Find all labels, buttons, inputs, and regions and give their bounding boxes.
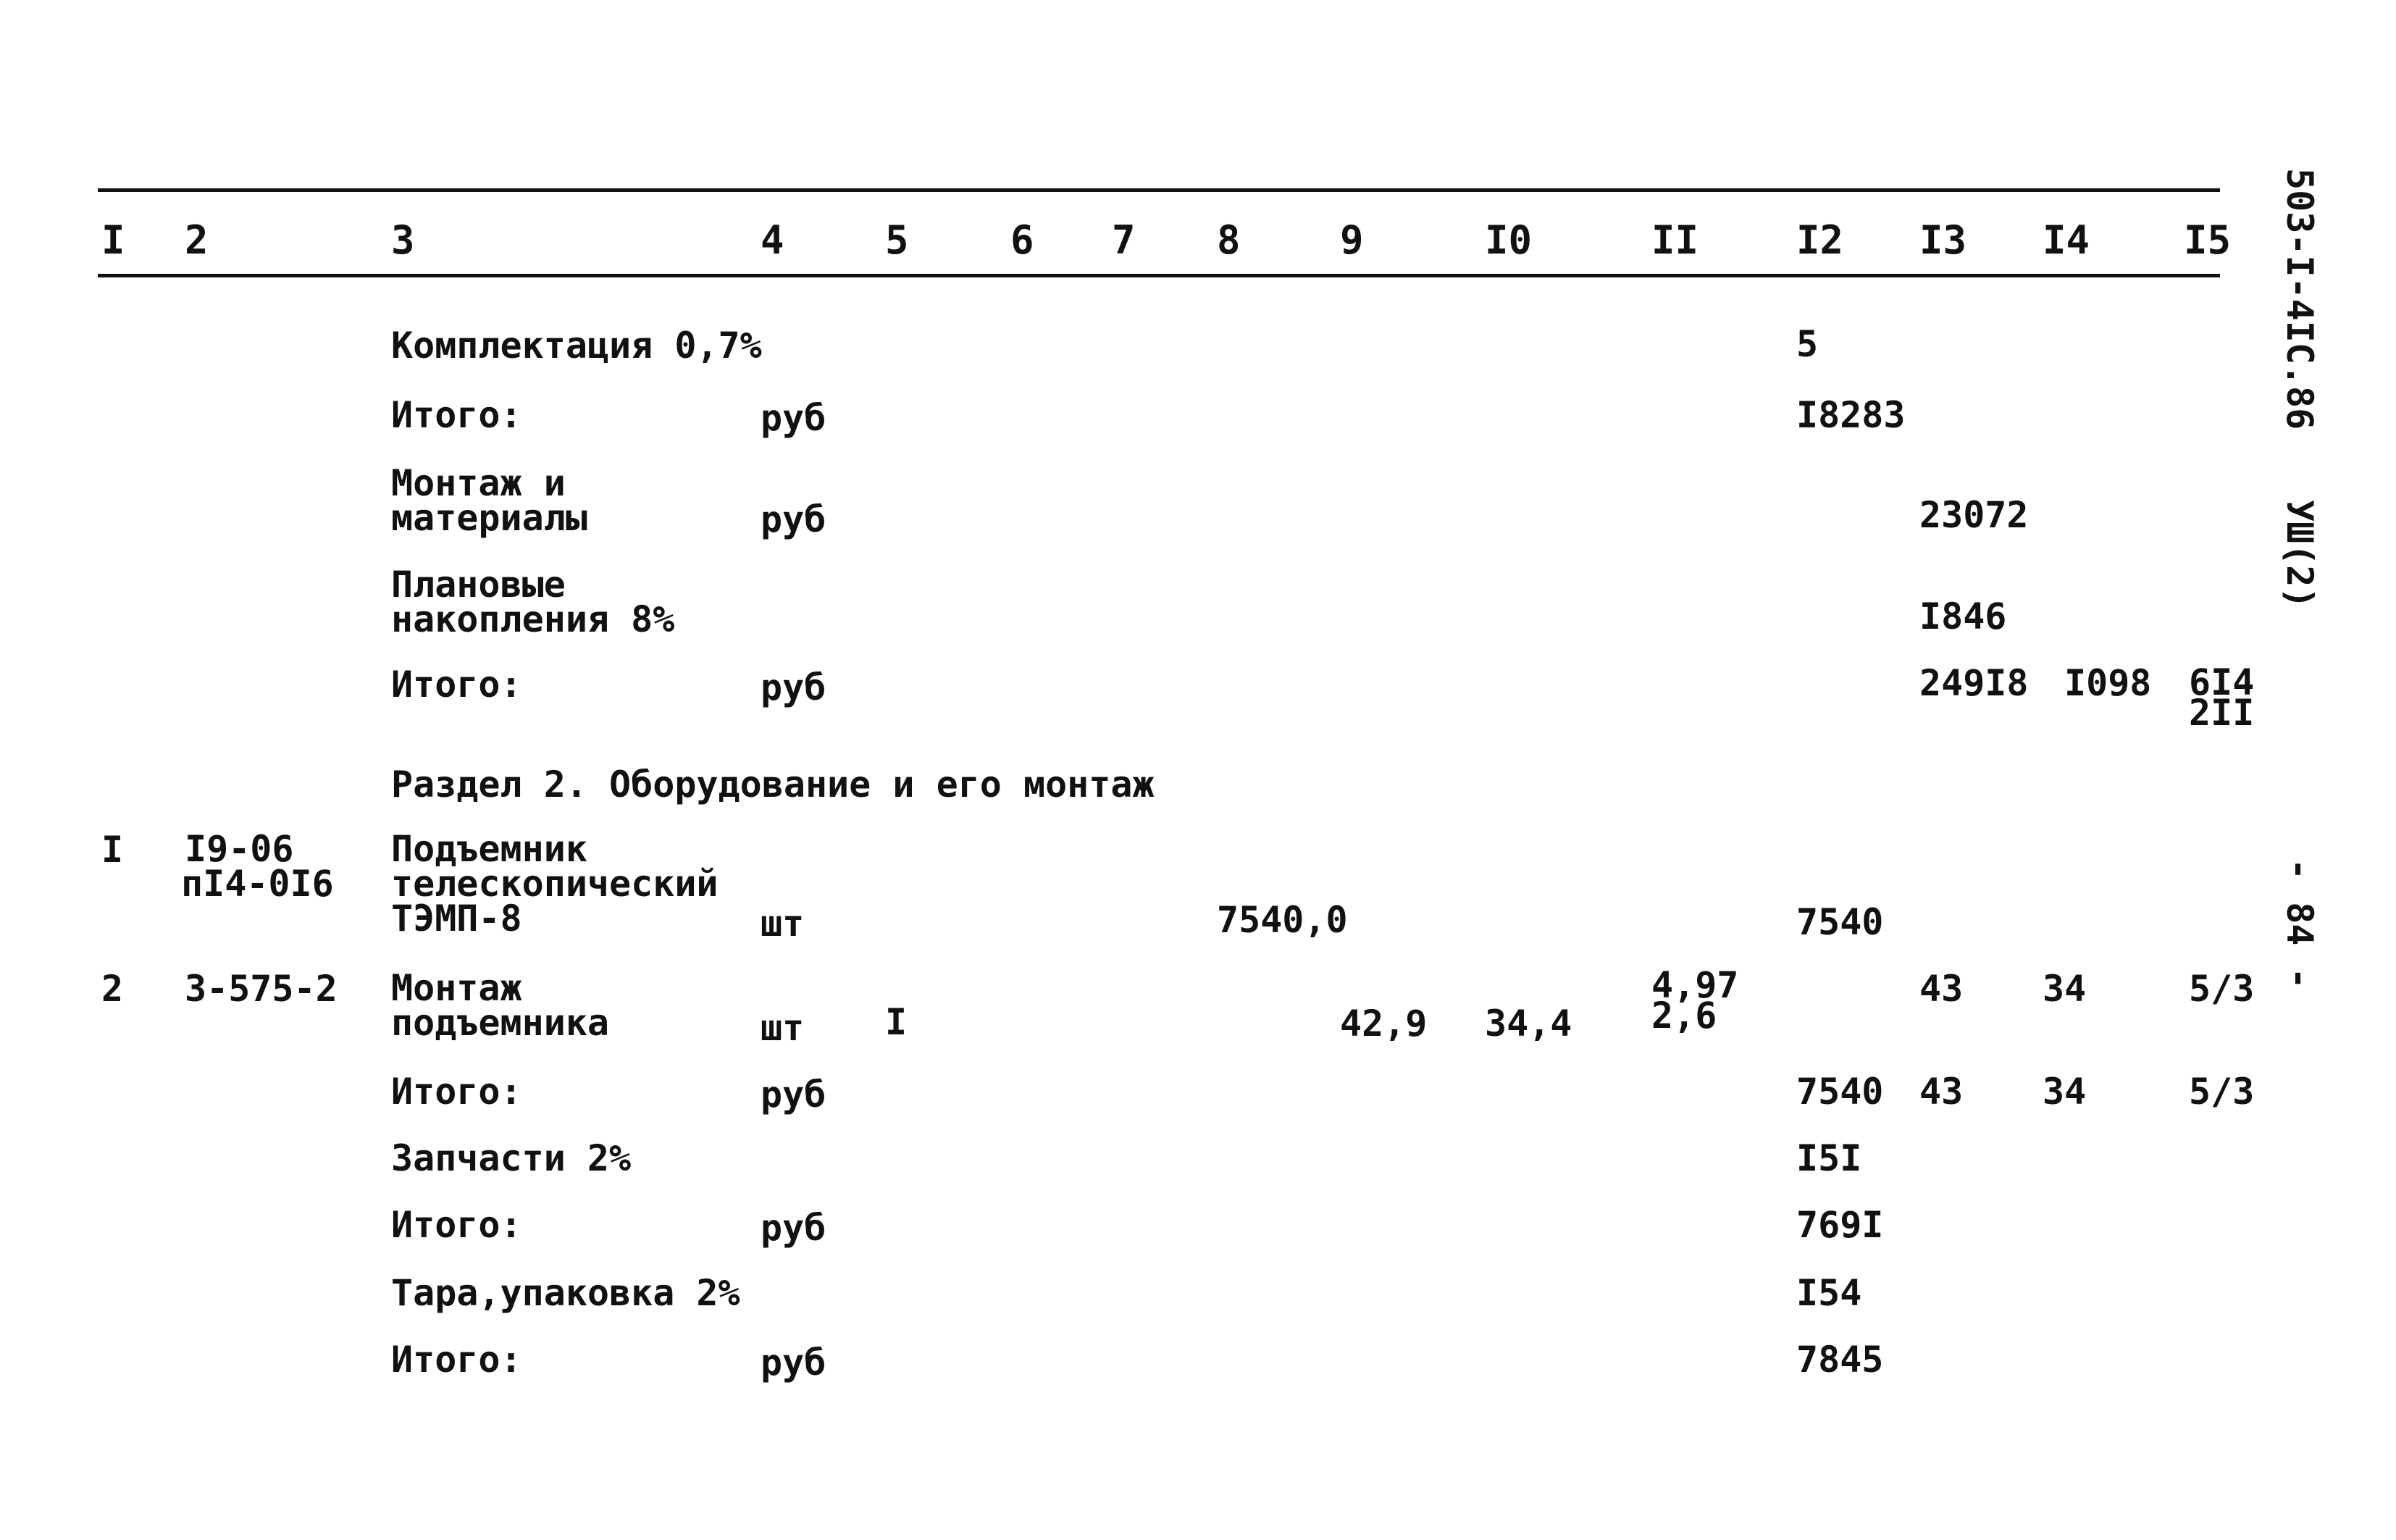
row-label-line1: Подъемник: [391, 828, 587, 870]
row-label-line2: материалы: [391, 497, 587, 539]
cell-install-cost: I846: [1919, 595, 2007, 637]
cell-machines-line1: 6I4: [2189, 661, 2255, 703]
row-label: Итого:: [391, 664, 522, 706]
cell-total-cost: 769I: [1796, 1204, 1884, 1246]
row-label-line3: ТЭМП-8: [391, 897, 522, 940]
col-header-4: 4: [761, 217, 784, 263]
cell-install-cost: 43: [1919, 1071, 1964, 1113]
cell-machines: 5/3: [2189, 968, 2255, 1010]
col-header-13: I3: [1919, 217, 1967, 263]
col-header-12: I2: [1796, 217, 1844, 263]
cell-machines: 5/3: [2189, 1071, 2255, 1113]
cell-wage-unit: 34,4: [1485, 1003, 1572, 1045]
col-header-7: 7: [1112, 217, 1136, 263]
col-header-6: 6: [1010, 217, 1034, 263]
cell-wages: I098: [2064, 662, 2152, 704]
row-label-line2: подъемника: [391, 1002, 610, 1044]
col-header-9: 9: [1340, 217, 1364, 263]
cell-unit: руб: [761, 397, 826, 439]
cell-wages: 34: [2043, 1071, 2087, 1113]
row-label: Итого:: [391, 1204, 522, 1246]
cell-row-number: I: [101, 829, 124, 871]
cell-code-line1: I9-06: [185, 828, 294, 870]
cell-total-cost: I8283: [1796, 394, 1906, 436]
row-label-line1: Монтаж: [391, 967, 522, 1009]
cell-unit: руб: [761, 1074, 826, 1116]
row-label: Итого:: [391, 1071, 522, 1113]
col-header-3: 3: [391, 217, 415, 263]
cell-unit: шт: [761, 903, 805, 945]
col-header-11: II: [1651, 217, 1699, 263]
row-label: Запчасти 2%: [391, 1137, 632, 1179]
cell-unit-price: 7540,0: [1217, 899, 1348, 941]
cell-unit: руб: [761, 1207, 826, 1249]
col-header-10: I0: [1485, 217, 1533, 263]
cell-unit: руб: [761, 1342, 826, 1384]
side-album-number: УШ(2): [2279, 500, 2321, 609]
side-document-code: 503-I-4IC.86: [2279, 168, 2321, 430]
cell-wages: 34: [2043, 968, 2087, 1010]
col-header-15: I5: [2184, 217, 2232, 263]
col-header-2: 2: [185, 217, 209, 263]
cell-install-cost: 43: [1919, 968, 1964, 1010]
row-label-line2: телескопический: [391, 863, 719, 905]
cell-machines-unit-line1: 4,97: [1651, 964, 1739, 1006]
row-label-line1: Монтаж и: [391, 462, 566, 504]
header-rule: [98, 274, 2220, 277]
cell-total-cost: 5: [1796, 323, 1819, 365]
row-label: Итого:: [391, 1339, 522, 1381]
row-label: Итого:: [391, 394, 522, 436]
row-label-line2: накопления 8%: [391, 598, 675, 640]
cell-unit: шт: [761, 1007, 805, 1049]
row-label: Комплектация 0,7%: [391, 325, 762, 367]
col-header-1: I: [101, 217, 125, 263]
row-label: Тара,упаковка 2%: [391, 1272, 740, 1314]
cell-install-unit: 42,9: [1340, 1003, 1428, 1045]
cell-install-cost: 23072: [1919, 494, 2029, 536]
cell-quantity: I: [885, 1001, 908, 1043]
top-rule: [98, 188, 2220, 192]
cell-total-cost: I54: [1796, 1272, 1862, 1314]
row-label-line1: Плановые: [391, 564, 566, 606]
cell-machines-unit-line2: 2,6: [1651, 995, 1717, 1037]
cell-install-cost: 249I8: [1919, 662, 2029, 704]
cell-code: 3-575-2: [185, 968, 338, 1010]
cell-unit: руб: [761, 498, 826, 540]
cell-machines-line2: 2II: [2189, 692, 2255, 734]
cell-row-number: 2: [101, 968, 124, 1010]
section-heading: Раздел 2. Оборудование и его монтаж: [391, 763, 1155, 805]
side-page-number: - 84 -: [2279, 858, 2321, 989]
col-header-14: I4: [2043, 217, 2090, 263]
cell-code-line2: пI4-0I6: [181, 863, 334, 905]
cell-total-cost: 7540: [1796, 901, 1884, 943]
col-header-5: 5: [885, 217, 909, 263]
cell-unit: руб: [761, 666, 826, 708]
col-header-8: 8: [1217, 217, 1241, 263]
cell-total-cost: 7540: [1796, 1071, 1884, 1113]
cell-total-cost: 7845: [1796, 1339, 1884, 1381]
cell-total-cost: I5I: [1796, 1137, 1862, 1179]
